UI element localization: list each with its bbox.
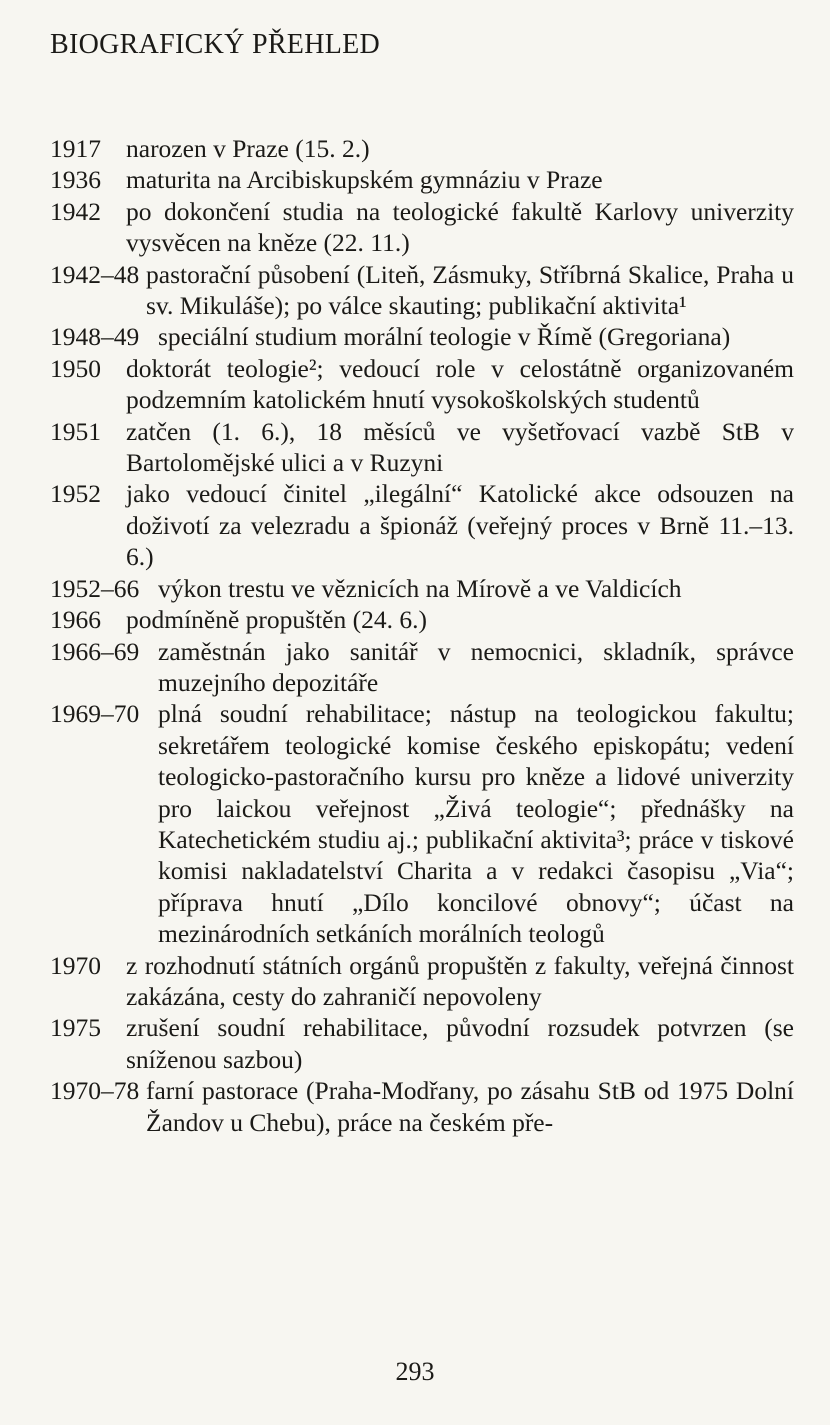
entry-year: 1975 [50, 1013, 101, 1043]
entry-1975 [50, 1012, 794, 1075]
entry-1970-78 [50, 1075, 794, 1138]
entry-year: 1950 [50, 353, 101, 383]
entry-year: 1970–78 [50, 1076, 140, 1106]
entry-1952 [50, 478, 794, 572]
chronology-list [50, 133, 794, 1138]
entry-text: pastorační působení (Liteň, Zásmuky, Stříbrná Skalice, Praha u sv. Mikuláše); po válce skauting; publikační aktivita¹ [146, 259, 794, 321]
entry-1936 [50, 164, 794, 195]
entry-year: 1936 [50, 165, 101, 195]
entry-1942-48 [50, 259, 794, 322]
entry-1951 [50, 416, 794, 479]
entry-1952-66 [50, 573, 794, 604]
entry-text: podmíněně propuštěn (24. 6.) [126, 605, 427, 635]
page-title: BIOGRAFICKÝ PŘEHLED [50, 29, 381, 60]
entry-year: 1966–69 [50, 636, 140, 666]
entry-text: maturita na Arcibiskupském gymnáziu v Praze [126, 165, 603, 195]
entry-text: z rozhodnutí státních orgánů propuštěn z fakulty, veřejná činnost zakázána, cesty do zahraničí nepovoleny [126, 950, 794, 1011]
entry-text: narozen v Praze (15. 2.) [126, 134, 370, 163]
entry-year: 1942–48 [50, 259, 140, 289]
entry-text: speciální studium morální teologie v Římě (Gregoriana) [158, 322, 731, 352]
entry-text: jako vedoucí činitel „ilegální“ Katolické akce odsouzen na doživotí za velezradu a špionáž (veřejný proces v Brně 11.–13. 6.) [126, 479, 794, 572]
entry-1970 [50, 950, 794, 1013]
entry-year: 1917 [50, 134, 101, 163]
entry-year: 1952 [50, 479, 101, 509]
entry-text: výkon trestu ve věznicích na Mírově a ve Valdicích [158, 573, 682, 603]
entry-1948-49 [50, 321, 794, 352]
entry-1966-69 [50, 636, 794, 699]
entry-text: farní pastorace (Praha-Modřany, po zásahu StB od 1975 Dolní Žandov u Chebu), práce na českém pře- [146, 1076, 794, 1137]
entry-year: 1969–70 [50, 699, 140, 729]
entry-text: zrušení soudní rehabilitace, původní rozsudek potvrzen (se sníženou sazbou) [126, 1013, 794, 1074]
entry-year: 1948–49 [50, 322, 140, 352]
entry-1966 [50, 604, 794, 635]
entry-text: zaměstnán jako sanitář v nemocnici, skladník, správce muzejního depozitáře [158, 636, 794, 697]
entry-1942 [50, 196, 794, 259]
page-number: 293 [395, 1357, 435, 1386]
entry-year: 1970 [50, 950, 101, 980]
entry-year: 1952–66 [50, 573, 140, 603]
entry-text: zatčen (1. 6.), 18 měsíců ve vyšetřovací vazbě StB v Bartolomějské ulici a v Ruzyni [126, 416, 794, 478]
entry-year: 1951 [50, 416, 101, 446]
entry-1917 [50, 133, 794, 164]
entry-text: plná soudní rehabilitace; nástup na teologickou fakultu; sekretářem teologické komise českého episkopátu; vedení teologicko-pastoračního kursu pro kněze a lidové univerzity pro laickou veřejnost „Živá teologie“; přednášky na Katechetickém studiu aj.; publikační aktivita³; práce v tiskové komisi nakladatelství Charita a v redakci časopisu „Via“; příprava hnutí „Dílo koncilové obnovy“; účast na mezinárodních setkáních morálních teologů [158, 699, 794, 949]
entry-year: 1942 [50, 196, 101, 226]
entry-1969-70 [50, 698, 794, 949]
entry-text: po dokončení studia na teologické fakultě Karlovy univerzity vysvěcen na kněze (22. 11.) [126, 196, 794, 258]
entry-year: 1966 [50, 605, 101, 635]
entry-1950 [50, 353, 794, 416]
entry-text: doktorát teologie²; vedoucí role v celostátně organizovaném podzemním katolickém hnutí vysokoškolských studentů [126, 353, 794, 415]
